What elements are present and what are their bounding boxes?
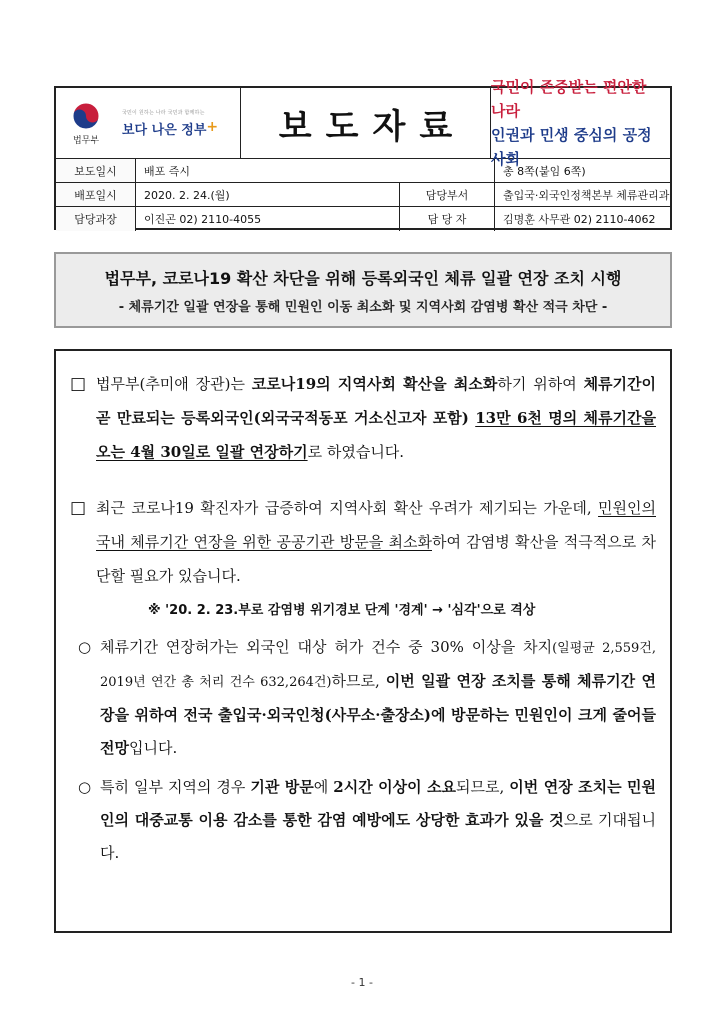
p2-part-d: 감염병 확산을 적극적으로 차단할 필요: [96, 533, 656, 585]
slogan-main-text: [122, 119, 218, 138]
headline-title: 법무부, 코로나19 확산 차단을 위해 등록외국인 체류 일괄 연장 조치 시행: [104, 268, 622, 288]
dist-label: 배포일시: [56, 183, 136, 206]
dept-label: 담당부서: [400, 183, 495, 206]
bullet-2: [78, 771, 656, 870]
dept-value: 출입국·외국인정책본부 체류관리과: [503, 188, 670, 202]
body-content: [54, 349, 672, 933]
paragraph-1-text: [96, 367, 656, 469]
ministry-name: 법무부: [72, 135, 100, 146]
press-release-title: 보도자료: [278, 106, 467, 147]
b1-part-b: (일평균 2,559건, 2019년 연간 총 처리 건수 632,264건): [100, 641, 656, 690]
b1-part-e: 입니다.: [128, 739, 178, 757]
dist-value: 2020. 2. 24.(월): [136, 183, 400, 206]
circle-bullet-icon: ○: [78, 778, 92, 796]
paragraph-2: [70, 491, 656, 593]
b2-part-c: 에: [313, 778, 334, 796]
b1-part-d: 이번 일괄 연장 조치를 통해 체류기간 연장을 위하여 전국 출입국·외국인청(사무소·출장소)에 방문하는 민원인이 크게 줄어들 전망: [100, 672, 656, 757]
paragraph-2-text: [96, 491, 656, 593]
press-release-header: [54, 78, 672, 230]
meta-row-contact: [56, 207, 670, 231]
motto-line-1: 국민이 존중받는 편안한 나라: [491, 78, 647, 120]
motto-line-2: 인권과 민생 중심의 공정사회: [491, 126, 652, 168]
p1-part-a: 법무부(추미애 장관)는: [96, 375, 252, 393]
p2-part-e: 가 있습니다.: [158, 567, 241, 585]
bullet-1-text: [100, 631, 656, 765]
press-title-cell: [241, 88, 491, 158]
bullet-2-text: [100, 771, 656, 870]
motto-cell: [491, 78, 670, 168]
checkbox-square-icon: □: [70, 374, 87, 394]
release-label: 보도일시: [56, 159, 136, 182]
contact-label: 담 당 자: [400, 207, 495, 231]
p1-part-c: 하기 위하여: [497, 375, 584, 393]
bullet-1: [78, 631, 656, 765]
meta-row-release: [56, 159, 670, 183]
taegeuk-emblem-icon: [71, 101, 101, 131]
paragraph-1: [70, 367, 656, 469]
slogan-main-label: 보다 나은 정부: [122, 122, 207, 138]
b1-part-a: 체류기간 연장허가는 외국인 대상 허가 건수 중 30% 이상을 차지: [100, 638, 553, 656]
contact-value: 김명훈 사무관 02) 2110-4062: [503, 213, 656, 226]
chief-label: 담당과장: [56, 207, 136, 231]
header-top-row: [56, 78, 670, 168]
pages-value: 총 8쪽(붙임 6쪽): [503, 164, 586, 178]
b2-part-e: 되므로,: [456, 778, 510, 796]
p2-part-a: 최근 코로나19 확진자가 급증하여 지역사회 확산 우려가 제기되는 가운데,: [96, 499, 599, 517]
release-value: 배포 즉시: [136, 159, 495, 182]
b2-part-g: 으로 기대됩니다.: [100, 811, 656, 862]
slogan-small-text: 국민이 원하는 나라 국민과 함께하는: [122, 109, 205, 116]
alert-level-note: ※ '20. 2. 23.부로 감염병 위기경보 단계 '경계' → '심각'으로 격상: [148, 603, 536, 618]
p2-part-c: 하여: [432, 533, 467, 551]
checkbox-square-icon: □: [70, 498, 87, 518]
b2-part-b: 기관 방문: [250, 778, 314, 796]
p1-part-e: 13만 6천 명의 체류기간을 오는 4월 30일로 일괄 연장하기: [96, 409, 657, 461]
p1-part-b: 코로나19의 지역사회 확산을 최소화: [251, 375, 498, 393]
logo-cell: [56, 88, 241, 158]
p1-part-f: 로 하였습니다.: [307, 443, 405, 461]
p1-part-d: 체류기간이 곧 만료되는 등록외국인(외국국적동포 거소신고자 포함): [96, 375, 657, 427]
slogan-plus-icon: +: [206, 118, 219, 135]
headline-box: [54, 252, 672, 328]
b2-part-f: 이번 연장 조치는 민원인의 대중교통 이용 감소를 통한 감염 예방에도 상당한 효과가 있을 것: [100, 778, 657, 829]
headline-subtitle: - 체류기간 일괄 연장을 통해 민원인 이동 최소화 및 지역사회 감염병 확산 적극 차단 -: [118, 299, 608, 315]
government-slogan: [122, 109, 218, 138]
circle-bullet-icon: ○: [78, 638, 92, 656]
page-number: - 1 -: [351, 976, 373, 989]
chief-value: 이진곤 02) 2110-4055: [136, 207, 400, 231]
ministry-logo: [66, 101, 106, 146]
p2-part-b: 민원인의 국내 체류기간 연장을 위한 공공기관 방문을 최소화: [96, 499, 656, 551]
meta-row-distribution: [56, 183, 670, 207]
b2-part-a: 특히 일부 지역의 경우: [100, 778, 251, 796]
b2-part-d: 2시간 이상이 소요: [333, 778, 457, 796]
b1-part-c: 하므로,: [331, 672, 386, 690]
